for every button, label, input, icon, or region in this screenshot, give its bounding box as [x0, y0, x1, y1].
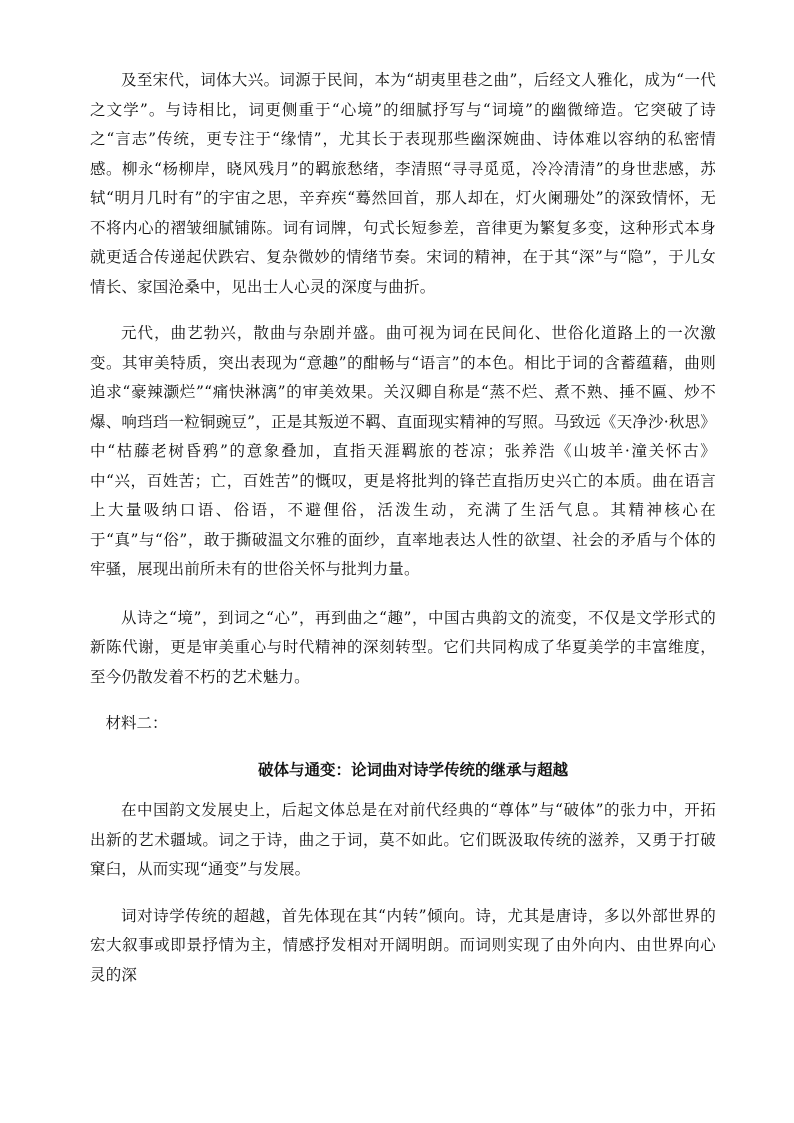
material-label: 材料二：	[105, 714, 168, 732]
paragraph-inward-turn: 词对诗学传统的超越，首先体现在其“内转”倾向。诗，尤其是唐诗，多以外部世界的宏大叙事或即景抒情为主，情感抒发相对开阔明朗。而词则实现了由外向内、由世界向心灵的深	[90, 906, 716, 984]
article-title: 破体与通变：论词曲对诗学传统的继承与超越	[257, 760, 568, 779]
paragraph-song-ci: 及至宋代，词体大兴。词源于民间，本为“胡夷里巷之曲”，后经文人雅化，成为“一代之文学”。与诗相比，词更侧重于“心境”的细腻抒写与“词境”的幽微缔造。它突破了诗之“言志”传统，更专注于“缘情”，尤其长于表现那些幽深婉曲、诗体难以容纳的私密情感。柳永“杨柳岸，晓风残月”的羁旅愁绪，李清照“寻寻觅觅，冷冷清清”的身世悲感，苏轼“明月几时有”的宇宙之思，辛弃疾“蓦然回首，那人却在，灯火阑珊处”的深致情怀，无不将内心的褶皱细腻铺陈。词有词牌，句式长短参差，音律更为繁复多变，这种形式本身就更适合传递起伏跌宕、复杂微妙的情绪节奏。宋词的精神，在于其“深”与“隐”，于儿女情长、家国沧桑中，见出士人心灵的深度与曲折。	[90, 71, 716, 296]
paragraph-yuan-qu: 元代，曲艺勃兴，散曲与杂剧并盛。曲可视为词在民间化、世俗化道路上的一次激变。其审美特质，突出表现为“意趣”的酣畅与“语言”的本色。相比于词的含蓄蕴藉，曲则追求“豪辣灏烂”“痛快淋漓”的审美效果。关汉卿自称是“蒸不烂、煮不熟、捶不匾、炒不爆、响珰珰一粒铜豌豆”，正是其叛逆不羁、直面现实精神的写照。马致远《天净沙·秋思》中“枯藤老树昏鸦”的意象叠加，直指天涯羁旅的苍凉；张养浩《山坡羊·潼关怀古》中“兴，百姓苦；亡，百姓苦”的慨叹，更是将批判的锋芒直指历史兴亡的本质。曲在语言上大量吸纳口语、俗语，不避俚俗，活泼生动，充满了生活气息。其精神核心在于“真”与“俗”，敢于撕破温文尔雅的面纱，直率地表达人性的欲望、社会的矛盾与个体的牢骚，展现出前所未有的世俗关怀与批判力量。	[90, 324, 716, 578]
paragraph-intro: 在中国韵文发展史上，后起文体总是在对前代经典的“尊体”与“破体”的张力中，开拓出新的艺术疆域。词之于诗，曲之于词，莫不如此。它们既汲取传统的滋养，又勇于打破窠臼，从而实现“通变”与发展。	[90, 801, 716, 878]
paragraph-summary: 从诗之“境”，到词之“心”，再到曲之“趣”，中国古典韵文的流变，不仅是文学形式的新陈代谢，更是审美重心与时代精神的深刻转型。它们共同构成了华夏美学的丰富维度，至今仍散发着不朽的艺术魅力。	[90, 608, 716, 686]
document-page	[90, 66, 716, 990]
